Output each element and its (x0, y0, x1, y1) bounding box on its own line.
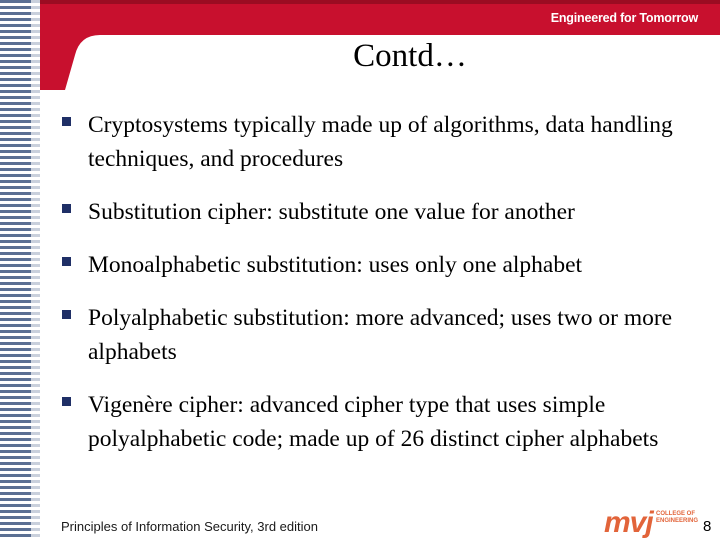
brand-tagline: Engineered for Tomorrow (550, 11, 698, 25)
slide-title: Contd… (353, 38, 467, 74)
logo-mark: mvj (604, 506, 653, 539)
bullet-text: Cryptosystems typically made up of algorithms, data handling techniques, and procedures (88, 112, 673, 172)
header-top-edge (40, 0, 720, 4)
page-number: 8 (703, 518, 712, 535)
decorative-left-strip (0, 0, 40, 540)
bullet-item (60, 248, 680, 282)
bullet-text: Monoalphabetic substitution: uses only one alphabet (88, 252, 583, 278)
footer-source-text: Principles of Information Security, 3rd edition (61, 519, 318, 534)
bullet-list (60, 108, 680, 475)
logo-subtext: COLLEGE OF ENGINEERING (656, 511, 699, 524)
square-bullet-icon (62, 310, 71, 319)
square-bullet-icon (62, 257, 71, 266)
bullet-item (60, 195, 680, 229)
college-logo (604, 508, 714, 540)
bullet-item (60, 108, 680, 176)
square-bullet-icon (62, 117, 71, 126)
bullet-text: Vigenère cipher: advanced cipher type that uses simple polyalphabetic code; made up of 26 distinct cipher alphabets (88, 392, 659, 452)
bullet-text: Substitution cipher: substitute one value for another (88, 199, 575, 225)
bullet-item (60, 388, 680, 456)
square-bullet-icon (62, 204, 71, 213)
bullet-item (60, 301, 680, 369)
square-bullet-icon (62, 397, 71, 406)
bullet-text: Polyalphabetic substitution: more advanced; uses two or more alphabets (88, 305, 673, 365)
